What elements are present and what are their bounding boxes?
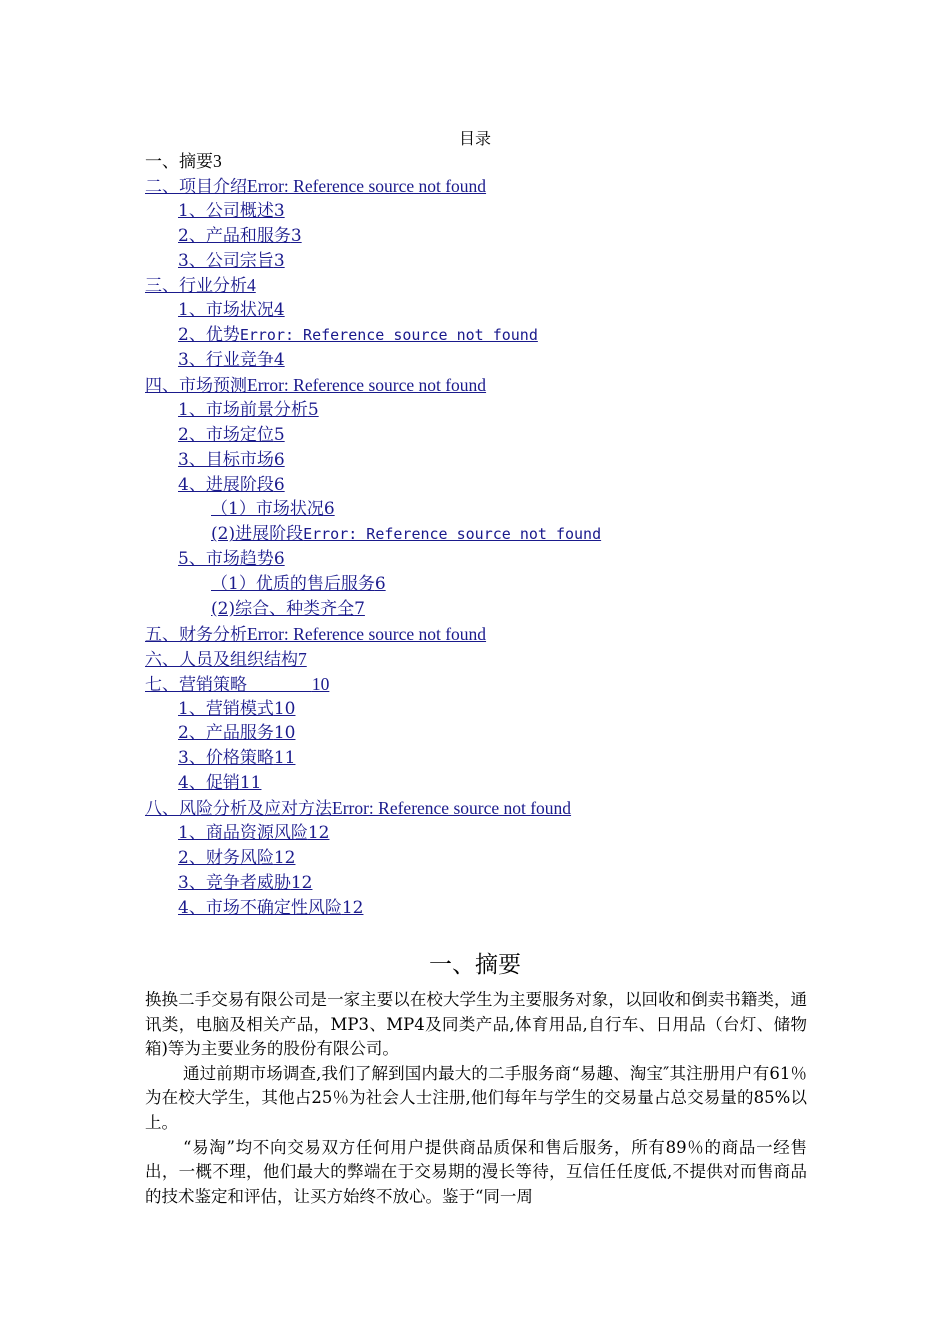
toc-entry-link[interactable] [145,799,571,819]
toc-entry-text: 三、行业分析 [145,276,247,297]
toc-entry-link[interactable] [178,773,261,793]
body-paragraph: “易淘”均不向交易双方任何用户提供商品质保和售后服务，所有89％的商品一经售出，一概不理，他们最大的弊端在于交易期的漫长等待，互信任任度低,不提供对而售商品的技术鉴定和评估，让买方始终不放心。鉴于“同一周 [145,1137,807,1206]
toc-entry-page: 10 [273,723,296,744]
toc-entry-text: 1、商品资源风险 [178,823,308,844]
toc-entry-page: 12 [290,872,313,893]
body-paragraph: 通过前期市场调查,我们了解到国内最大的二手服务商“易趣、淘宝″其注册用户有61％为在校大学生，其他占25％为社会人士注册,他们每年与学生的交易量占总交易量的85%以上。 [145,1063,807,1132]
toc-entry-page: 4 [273,300,285,321]
toc-entry-text: 二、项目介绍 [145,176,247,197]
toc-entry[interactable] [145,522,845,547]
toc-entry-text: （1）市场状况 [211,499,324,520]
toc-entry-text: 七、营销策略 [145,674,247,695]
body-paragraph: 换换二手交易有限公司是一家主要以在校大学生为主要服务对象，以回收和倒卖书籍类，通讯类，电脑及相关产品，MP3、MP4及同类产品,体育用品,自行车、日用品（台灯、储物箱)等为主要业务的股份有限公司。 [145,990,807,1059]
toc-entry[interactable] [145,473,845,498]
toc-entry-page: 5 [307,399,319,420]
toc-entry[interactable] [145,821,845,846]
toc-entry-link[interactable] [178,425,285,445]
toc-entry-link[interactable] [178,748,295,768]
toc-entry-link[interactable] [178,300,285,320]
toc-entry-link[interactable] [145,376,486,396]
table-of-contents [145,149,845,921]
toc-entry-text: 五、财务分析 [145,624,247,645]
toc-entry-page: 6 [374,574,386,595]
section-heading: 一、摘要 [429,952,521,978]
toc-entry-link[interactable] [178,226,302,246]
toc-entry[interactable] [145,796,845,821]
toc-entry-page: 11 [273,748,296,769]
toc-entry-text: 四、市场预测 [145,376,247,397]
toc-entry-text: 4、进展阶段 [178,474,274,495]
toc-entry-text: 八、风险分析及应对方法 [145,799,332,820]
toc-entry-page: 6 [273,549,285,570]
toc-entry-link[interactable] [145,276,256,296]
toc-entry-link[interactable] [178,549,285,569]
toc-entry-page: 10 [273,698,296,719]
toc-entry-text: 3、目标市场 [178,449,274,470]
toc-entry-link[interactable] [178,400,319,420]
toc-entry-text: 1、营销模式 [178,698,274,719]
toc-entry-text: 1、市场前景分析 [178,399,308,420]
toc-entry[interactable] [145,323,845,348]
toc-entry-text: 4、市场不确定性风险 [178,897,342,918]
toc-entry-page: 7 [298,648,307,669]
toc-entry-link[interactable] [178,350,285,370]
toc-entry[interactable] [145,746,845,771]
toc-entry-page: 6 [273,449,285,470]
toc-entry-page: 4 [247,275,256,296]
toc-entry-page: Error: Reference source not found [332,798,572,819]
toc-entry-page: 3 [290,225,302,246]
toc-entry-text: 2、优势 [178,325,240,346]
toc-entry[interactable] [145,871,845,896]
toc-entry-page: 6 [273,474,285,495]
toc-entry-page: Error: Reference source not found [247,175,487,196]
toc-entry-link[interactable] [178,723,295,743]
toc-entry-link[interactable] [178,823,329,843]
toc-entry-page: 4 [273,350,285,371]
toc-entry-link[interactable] [145,177,486,197]
toc-entry-text: 1、市场状况 [178,300,274,321]
toc-entry-page: 11 [239,773,262,794]
toc-entry-link[interactable] [211,499,335,519]
toc-entry-page: 12 [341,897,364,918]
toc-entry[interactable] [145,721,845,746]
toc-entry-link[interactable] [145,650,307,670]
toc-entry-page: 3 [273,250,285,271]
toc-entry[interactable] [145,448,845,473]
toc-entry-link[interactable] [178,475,285,495]
toc-entry-link[interactable] [211,599,365,619]
toc-entry[interactable] [145,672,845,697]
toc-entry[interactable] [145,497,845,522]
toc-entry-page: 5 [273,424,285,445]
toc-entry-link[interactable] [178,251,285,271]
toc-entry-link[interactable] [145,675,329,695]
toc-entry [145,149,845,174]
toc-entry-page: 7 [354,599,365,620]
toc-entry-text: 一、摘要 [145,152,213,172]
toc-entry[interactable] [145,224,845,249]
toc-entry-text: 2、财务风险 [178,847,274,868]
toc-entry[interactable] [145,199,845,224]
toc-entry[interactable] [145,597,845,622]
toc-entry-page: 6 [323,499,335,520]
toc-entry-link[interactable] [178,898,363,918]
toc-entry[interactable] [145,423,845,448]
toc-entry-link[interactable] [178,873,312,893]
toc-entry-link[interactable] [211,524,601,544]
toc-entry-page: 10 [311,673,330,694]
toc-entry[interactable] [145,572,845,597]
toc-entry[interactable] [145,771,845,796]
toc-entry-page: 12 [307,823,330,844]
toc-entry-page: Error: Reference source not found [247,375,487,396]
toc-entry-text: 2、市场定位 [178,424,274,445]
toc-entry[interactable] [145,896,845,921]
toc-entry[interactable] [145,622,845,647]
toc-entry[interactable] [145,249,845,274]
toc-entry-link[interactable] [178,699,295,719]
toc-entry[interactable] [145,174,845,199]
toc-entry-page: Error: Reference source not found [239,326,538,345]
toc-entry[interactable] [145,398,845,423]
toc-title: 目录 [458,129,491,148]
toc-entry[interactable] [145,273,845,298]
toc-entry-link[interactable] [178,848,295,868]
toc-entry-text: 2、产品和服务 [178,225,291,246]
toc-entry-page: 12 [273,847,296,868]
toc-entry-text: (2)综合、种类齐全 [211,599,355,620]
toc-entry[interactable] [145,348,845,373]
toc-entry-link[interactable] [145,625,486,645]
toc-entry[interactable] [145,373,845,398]
toc-entry-page: 3 [213,151,222,171]
toc-entry-text: 3、竞争者威胁 [178,872,291,893]
toc-entry[interactable] [145,547,845,572]
toc-entry-page: Error: Reference source not found [247,623,487,644]
toc-entry-link[interactable] [178,325,538,345]
toc-entry-text: 4、促销 [178,773,240,794]
toc-entry-link[interactable] [178,201,285,221]
toc-entry[interactable] [145,846,845,871]
toc-entry-text: 5、市场趋势 [178,549,274,570]
section-body [145,988,807,1209]
toc-entry-page: Error: Reference source not found [303,525,602,544]
toc-entry[interactable] [145,298,845,323]
toc-entry-link [145,152,222,172]
toc-entry[interactable] [145,697,845,722]
toc-entry-text: (2)进展阶段 [211,524,304,545]
toc-entry-text: 3、价格策略 [178,748,274,769]
toc-entry[interactable] [145,647,845,672]
toc-entry-text: 3、行业竞争 [178,350,274,371]
toc-entry-page: 3 [273,200,285,221]
toc-entry-text: 2、产品服务 [178,723,274,744]
toc-entry-link[interactable] [211,574,386,594]
toc-entry-text: 3、公司宗旨 [178,250,274,271]
toc-entry-text: 六、人员及组织结构 [145,649,298,670]
toc-entry-text: 1、公司概述 [178,200,274,221]
toc-entry-link[interactable] [178,450,285,470]
toc-entry-text: （1）优质的售后服务 [211,574,375,595]
